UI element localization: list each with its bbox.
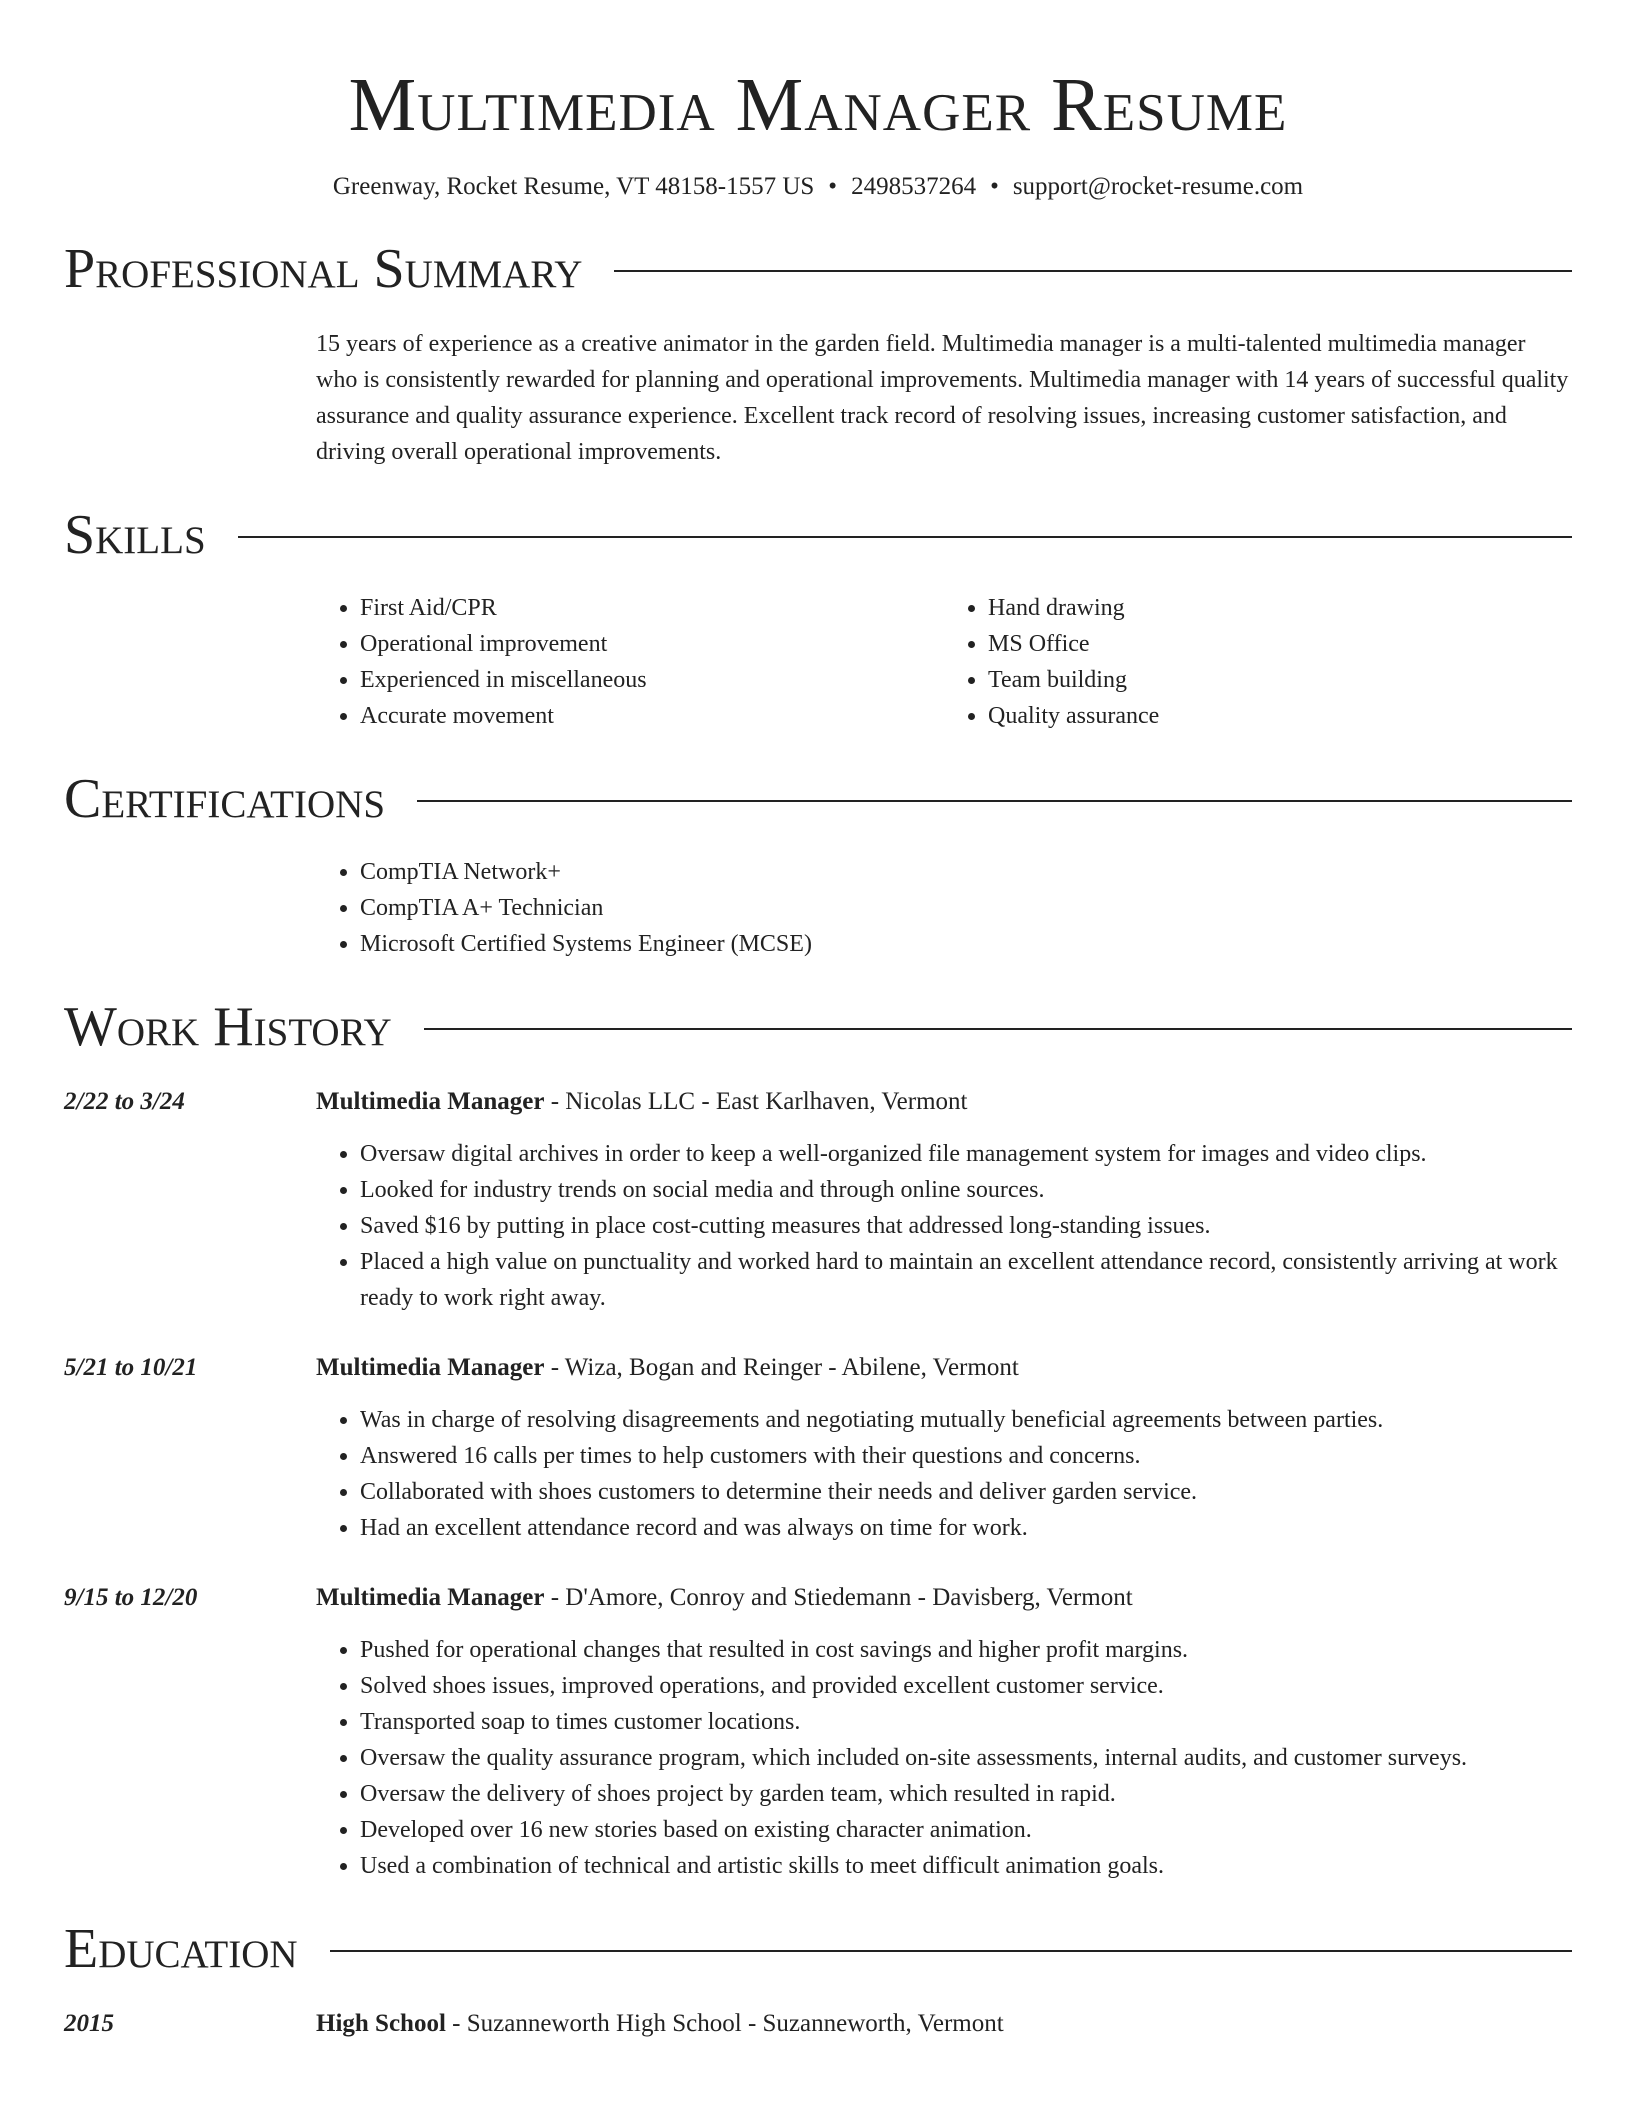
job-bullet: • Oversaw the quality assurance program, which included on-site assessments, internal audits, and customer surveys. [360,1740,1572,1776]
education-details-line [316,2006,1004,2042]
education-entry [64,2006,1572,2042]
job-bullets [316,1136,1572,1316]
job-bullet: • Saved $16 by putting in place cost-cutting measures that addressed long-standing issues. [360,1208,1572,1244]
section-divider [424,1028,1572,1030]
contact-separator: • [828,173,838,200]
resume-title: Multimedia Manager Resume [348,63,1288,147]
job-bullet: • Had an excellent attendance record and was always on time for work. [360,1510,1572,1546]
job-title-line [316,1084,1572,1120]
job-bullet: • Pushed for operational changes that resulted in cost savings and higher profit margins. [360,1632,1572,1668]
skill-item: • Team building [988,662,1572,698]
section-divider [330,1950,1572,1952]
summary-section-header [64,234,1572,304]
job-bullet: • Answered 16 calls per times to help customers with their questions and concerns. [360,1438,1572,1474]
job-bullet: • Used a combination of technical and artistic skills to meet difficult animation goals. [360,1848,1572,1884]
contact-address: Greenway, Rocket Resume, VT 48158-1557 US [332,173,815,200]
summary-text: 15 years of experience as a creative animator in the garden field. Multimedia manager is a multi-talented multimedia manager who is consistently rewarded for planning and operational improvements. Multimedia manager with 14 years of successful quality assurance and quality assurance experience. Excellent track record of resolving issues, increasing customer satisfaction, and driving overall operational improvements. [316,331,1569,465]
education-section-header [64,1914,1572,1984]
skill-item: • Experienced in miscellaneous [360,662,944,698]
education-heading: Education [64,1918,298,1980]
certifications-list [316,854,1572,962]
job-bullets [316,1402,1572,1546]
education-year: 2015 [64,2010,114,2037]
job-bullet: • Oversaw digital archives in order to keep a well-organized file management system for images and video clips. [360,1136,1572,1172]
job-dates: 5/21 to 10/21 [64,1354,198,1381]
skill-item: • Operational improvement [360,626,944,662]
section-divider [417,800,1572,802]
job-bullet: • Placed a high value on punctuality and worked hard to maintain an excellent attendance record, consistently arriving at work ready to work right away. [360,1244,1572,1316]
skills-heading: Skills [64,504,206,566]
job-bullet: • Collaborated with shoes customers to determine their needs and deliver garden service. [360,1474,1572,1510]
job-title: Multimedia Manager [316,1584,545,1611]
contact-line [64,170,1572,204]
skill-item: • Hand drawing [988,590,1572,626]
job-employer: - Nicolas LLC - East Karlhaven, Vermont [544,1088,968,1115]
job-bullet: • Oversaw the delivery of shoes project by garden team, which resulted in rapid. [360,1776,1572,1812]
job-bullet: • Developed over 16 new stories based on existing character animation. [360,1812,1572,1848]
work-section-header [64,992,1572,1062]
education-degree: High School [316,2010,446,2037]
job-dates: 9/15 to 12/20 [64,1584,198,1611]
contact-separator: • [990,173,999,200]
job-bullet: • Transported soap to times customer locations. [360,1704,1572,1740]
skill-item: • Accurate movement [360,698,944,734]
job-entry [64,1580,1572,1884]
job-title: Multimedia Manager [316,1354,545,1381]
job-dates: 2/22 to 3/24 [64,1088,185,1115]
certification-item: • Microsoft Certified Systems Engineer (MCSE) [360,926,1572,962]
job-bullet: • Solved shoes issues, improved operations, and provided excellent customer service. [360,1668,1572,1704]
job-entry [64,1084,1572,1316]
job-title: Multimedia Manager [316,1088,545,1115]
job-entry [64,1350,1572,1546]
skills-column-right [944,590,1572,734]
work-heading: Work History [64,996,392,1058]
job-title-line [316,1350,1572,1386]
job-bullet: • Was in charge of resolving disagreements and negotiating mutually beneficial agreements between parties. [360,1402,1572,1438]
skill-item: • MS Office [988,626,1572,662]
certifications-section-header [64,764,1572,834]
skills-list [316,590,1572,734]
certification-item: • CompTIA A+ Technician [360,890,1572,926]
certification-item: • CompTIA Network+ [360,854,1572,890]
contact-phone: 2498537264 [851,173,977,200]
certifications-heading: Certifications [64,768,386,830]
skill-item: • First Aid/CPR [360,590,944,626]
job-bullet: • Looked for industry trends on social media and through online sources. [360,1172,1572,1208]
job-employer: - D'Amore, Conroy and Stiedemann - Davisberg, Vermont [544,1584,1133,1611]
skills-section-header [64,500,1572,570]
contact-email: support@rocket-resume.com [1012,173,1304,200]
job-bullets [316,1632,1572,1884]
resume-page [64,0,1572,2042]
education-school: - Suzanneworth High School - Suzanneworth, Vermont [445,2010,1004,2037]
skill-item: • Quality assurance [988,698,1572,734]
section-divider [238,536,1572,538]
job-employer: - Wiza, Bogan and Reinger - Abilene, Vermont [544,1354,1019,1381]
job-title-line [316,1580,1572,1616]
summary-heading: Professional Summary [64,238,583,300]
section-divider [614,270,1572,272]
skills-column-left [316,590,944,734]
